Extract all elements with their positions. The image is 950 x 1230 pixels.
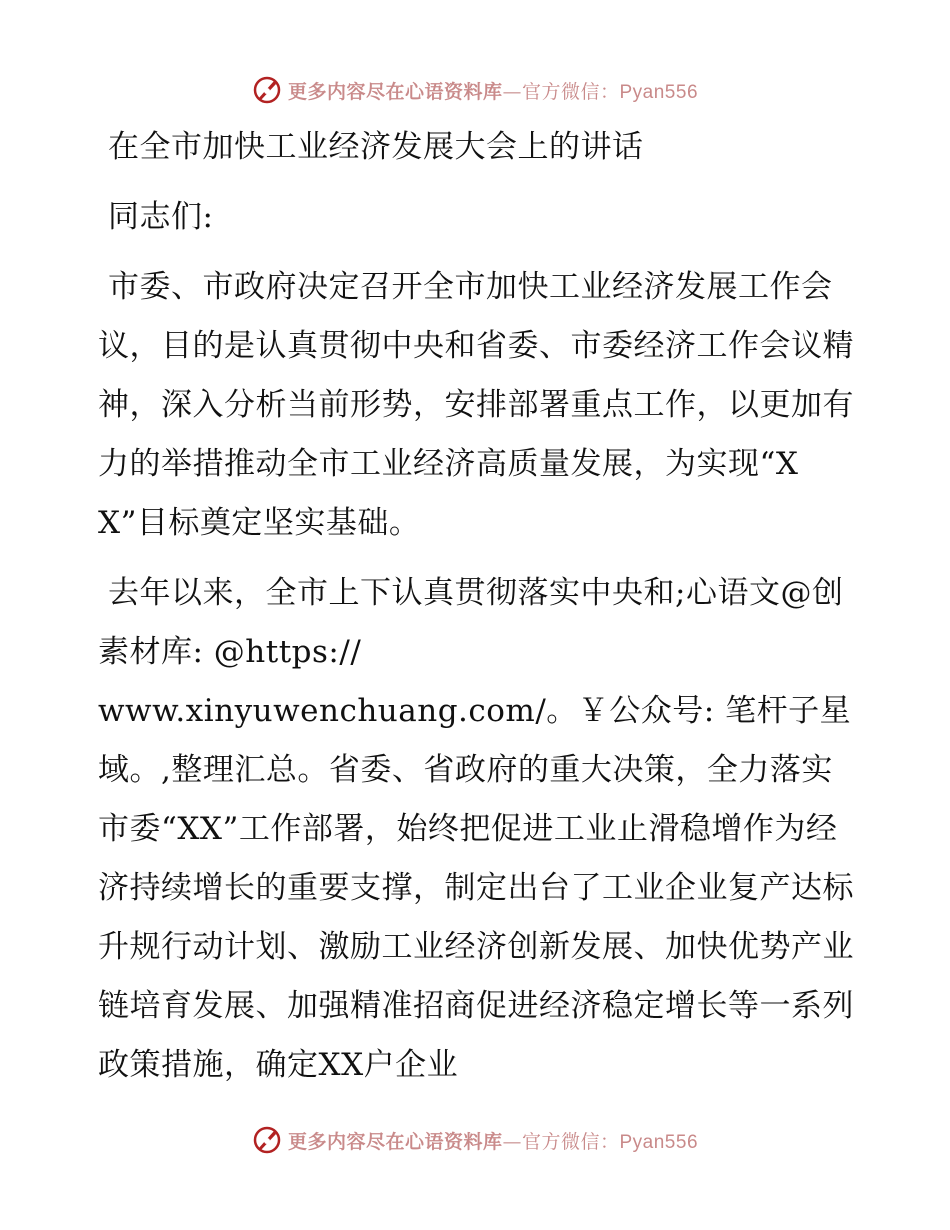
footer-watermark-banner (0, 1120, 950, 1160)
document-paragraph: 去年以来，全市上下认真贯彻落实中央和;心语文@创素材库: @https:// (98, 575, 844, 670)
banner-dash: — (502, 80, 522, 103)
document-paragraph: www.xinyuwenchuang.com/。￥公众号: 笔杆子星域。,整理汇总。省委、省政府的重大决策，全力落实市委“XX”工作部署，始终把促进工业止滑稳增作为经济持续增长的重要支撑，制定出台了工业企业复产达标升规行动计划、激励工业经济创新发展、加快优势产业链培育发展、加强精准招商促进经济稳定增长等一系列政策措施，确定XX户企业 (98, 693, 854, 1083)
banner-sub-text: 官方微信： (521, 80, 620, 103)
header-watermark-banner (0, 70, 950, 110)
banner-dash: — (502, 1130, 522, 1153)
banner-main-text: 更多内容尽在心语资料库 (287, 1130, 503, 1153)
document-paragraph: 市委、市政府决定召开全市加快工业经济发展工作会议，目的是认真贯彻中央和省委、市委经济工作会议精神，深入分析当前形势，安排部署重点工作，以更加有力的举措推动全市工业经济高质量发展，为实现“XX”目标奠定坚实基础。 (98, 269, 854, 541)
banner-wechat-id: Pyan556 (619, 1131, 699, 1153)
banner-sub-text: 官方微信： (521, 1130, 620, 1153)
quill-logo-icon (252, 1125, 282, 1155)
banner-main-text: 更多内容尽在心语资料库 (287, 80, 503, 103)
banner-text (288, 1127, 698, 1154)
quill-logo-icon (252, 75, 282, 105)
banner-text (288, 77, 698, 104)
document-title: 在全市加快工业经济发展大会上的讲话 (108, 129, 644, 165)
document-body (98, 118, 858, 1106)
banner-wechat-id: Pyan556 (619, 81, 699, 103)
document-greeting: 同志们: (108, 199, 214, 235)
